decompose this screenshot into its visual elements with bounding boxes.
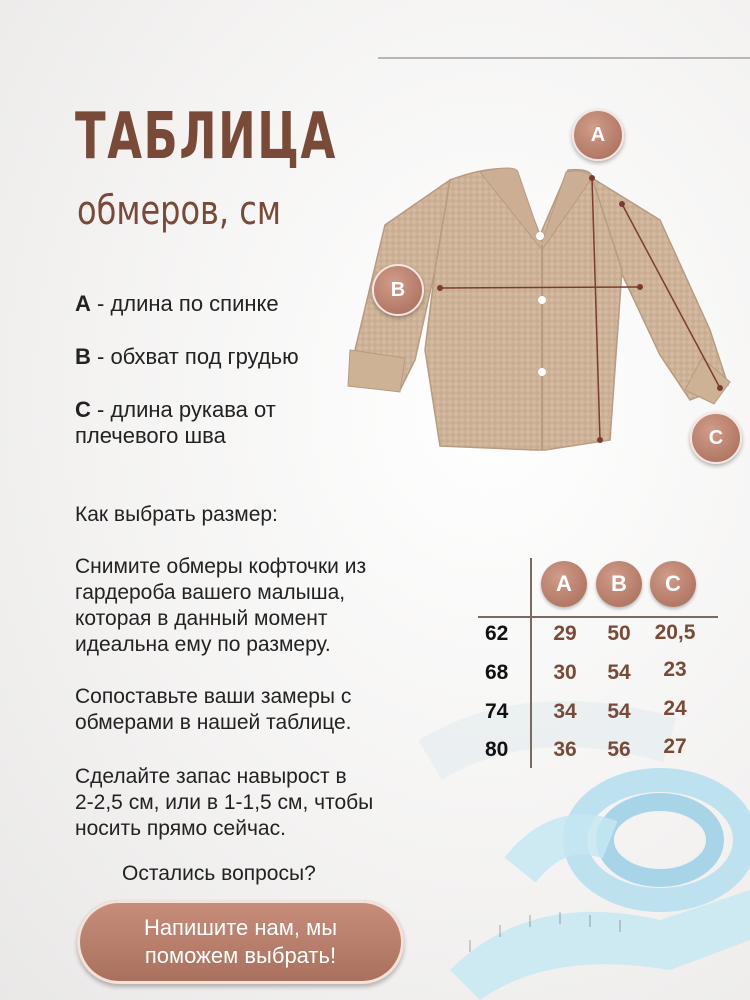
legend-text: - длина рукава от: [90, 397, 276, 422]
marker-b: B: [372, 264, 424, 316]
value-c-cell: 23: [663, 658, 687, 681]
value-a-cell: 36: [553, 738, 577, 761]
table-horizontal-divider: [478, 616, 718, 618]
paragraph-line: носить прямо сейчас.: [75, 817, 286, 840]
table-header-a: A: [541, 561, 587, 607]
size-cell: 68: [485, 661, 509, 684]
instruction-paragraph-2: [75, 684, 455, 736]
legend-letter: B: [75, 344, 91, 369]
cta-line-1: Напишите нам, мы: [143, 915, 338, 940]
questions-prompt: Остались вопросы?: [122, 862, 316, 885]
value-a-cell: 30: [553, 661, 577, 684]
top-divider-line: [378, 57, 750, 59]
size-cell: 80: [485, 738, 509, 761]
legend-item-b: [75, 344, 299, 370]
marker-c: C: [690, 412, 742, 464]
instruction-paragraph-3: [75, 764, 455, 842]
value-b-cell: 54: [607, 700, 631, 723]
page-subtitle: обмеров, см: [77, 188, 281, 234]
howto-title: Как выбрать размер:: [75, 503, 278, 526]
legend-item-c: [75, 397, 276, 449]
value-c-cell: 20,5: [654, 621, 696, 644]
size-table: [478, 558, 718, 768]
paragraph-line: обмерами в нашей таблице.: [75, 711, 352, 734]
table-header-b: B: [596, 561, 642, 607]
paragraph-line: Снимите обмеры кофточки из: [75, 555, 367, 578]
marker-a: A: [572, 109, 624, 161]
legend-text: - обхват под грудью: [90, 344, 299, 369]
legend-item-a: [75, 291, 279, 317]
value-c-cell: 24: [663, 697, 687, 720]
paragraph-line: которая в данный момент: [75, 607, 328, 630]
cta-line-2: поможем выбрать!: [144, 943, 337, 968]
legend-text-continued: плечевого шва: [75, 423, 226, 448]
size-cell: 74: [485, 700, 509, 723]
contact-us-button[interactable]: [77, 900, 404, 984]
table-header-c: C: [650, 561, 696, 607]
legend-letter: C: [75, 397, 91, 422]
value-b-cell: 56: [607, 738, 631, 761]
paragraph-line: Сделайте запас навырост в: [75, 765, 347, 788]
value-b-cell: 54: [607, 661, 631, 684]
paragraph-line: 2-2,5 см, или в 1-1,5 см, чтобы: [75, 791, 374, 814]
value-b-cell: 50: [607, 622, 631, 645]
value-a-cell: 34: [553, 700, 577, 723]
legend-text: - длина по спинке: [90, 291, 279, 316]
paragraph-line: гардероба вашего малыша,: [75, 581, 346, 604]
paragraph-line: идеальна ему по размеру.: [75, 633, 331, 656]
value-a-cell: 29: [553, 622, 577, 645]
page-title: ТАБЛИЦА: [75, 100, 337, 174]
legend-letter: A: [75, 291, 91, 316]
size-cell: 62: [485, 622, 509, 645]
instruction-paragraph-1: [75, 554, 455, 658]
paragraph-line: Сопоставьте ваши замеры с: [75, 685, 352, 708]
value-c-cell: 27: [663, 735, 687, 758]
